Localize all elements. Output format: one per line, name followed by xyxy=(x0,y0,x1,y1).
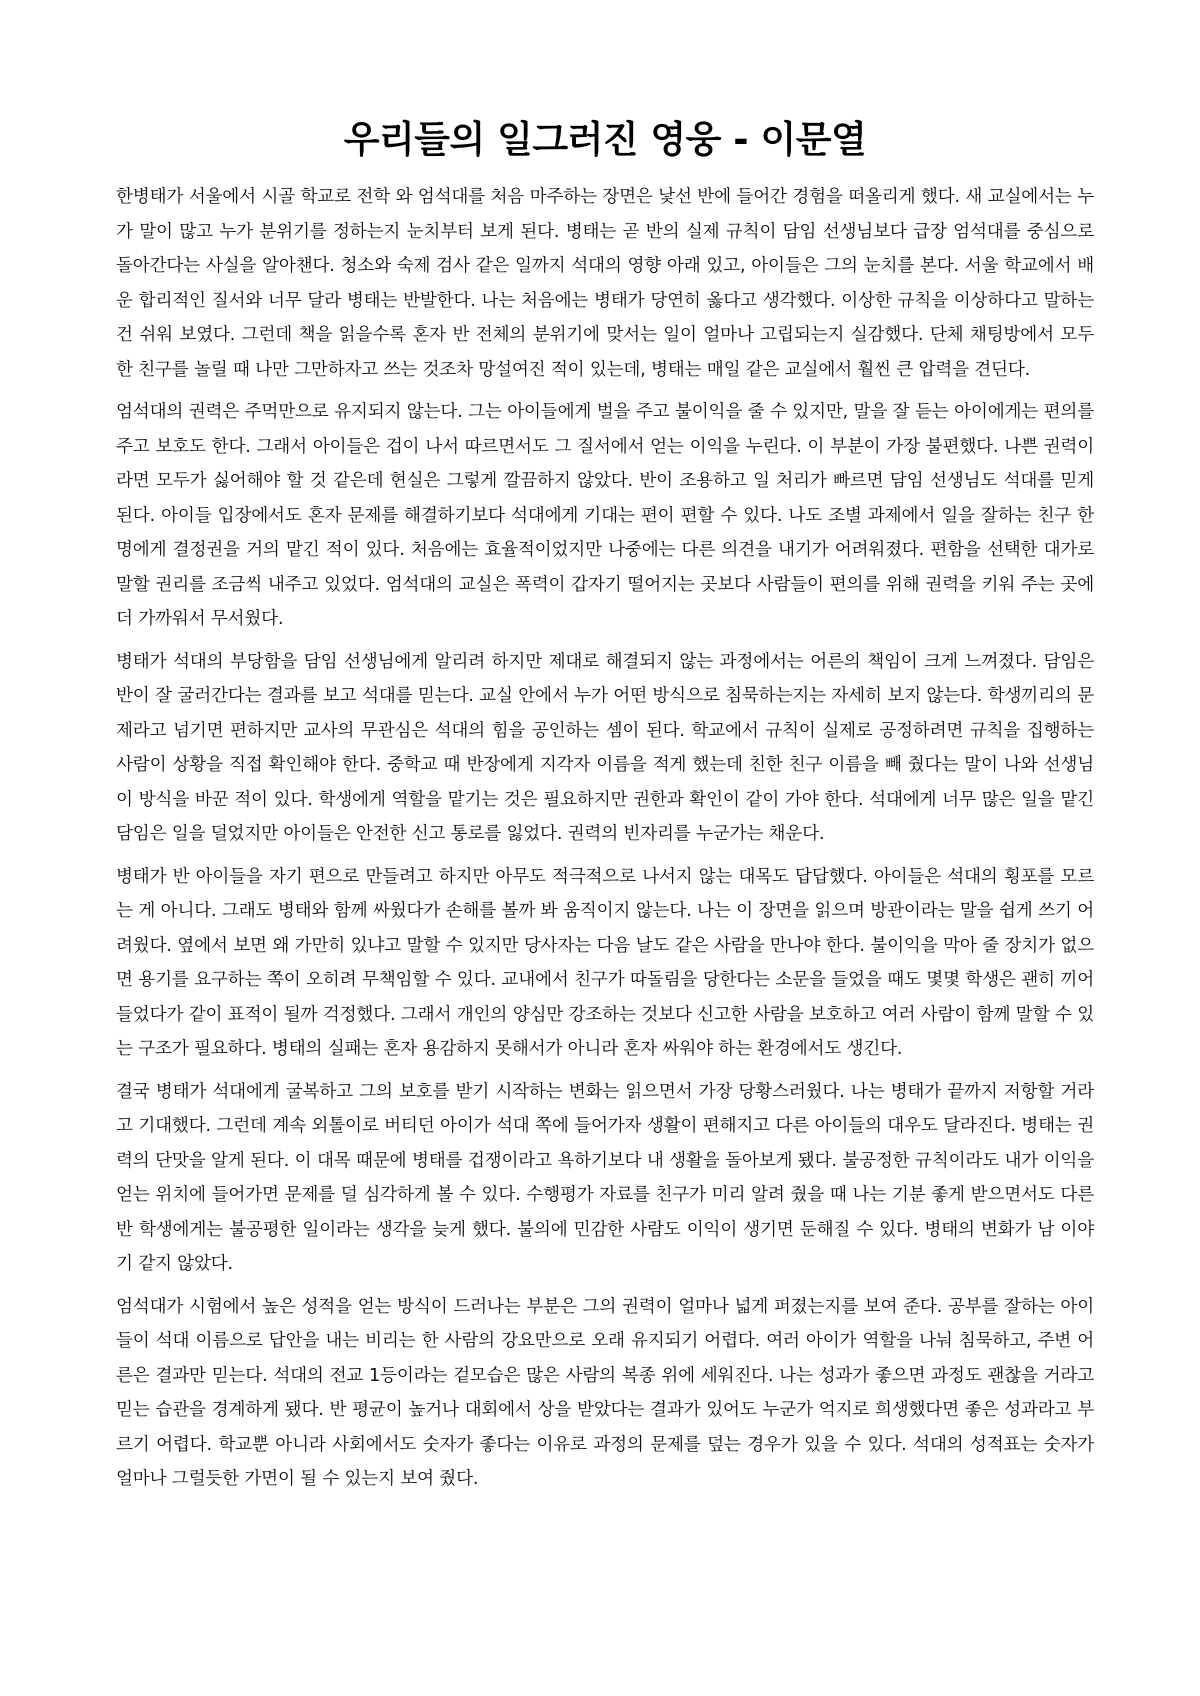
paragraph-2: 엄석대의 권력은 주먹만으로 유지되지 않는다. 그는 아이들에게 벌을 주고 불이익을 줄 수 있지만, 말을 잘 듣는 아이에게는 편의를 주고 보호도 한다. 그래서 아이들은 겁이 나서 따르면서도 그 질서에서 얻는 이익을 누린다. 이 부분이 가장 불편했다. 나쁜 권력이라면 모두가 싫어해야 할 것 같은데 현실은 그렇게 깔끔하지 않았다. 반이 조용하고 일 처리가 빠르면 담임 선생님도 석대를 믿게 된다. 아이들 입장에서도 혼자 문제를 해결하기보다 석대에게 기대는 편이 편할 수 있다. 나도 조별 과제에서 일을 잘하는 친구 한 명에게 결정권을 거의 맡긴 적이 있다. 처음에는 효율적이었지만 나중에는 다른 의견을 내기가 어려워졌다. 편함을 선택한 대가로 말할 권리를 조금씩 내주고 있었다. 엄석대의 교실은 폭력이 갑자기 떨어지는 곳보다 사람들이 편의를 위해 권력을 키워 주는 곳에 더 가까워서 무서웠다. xyxy=(116,402,1094,629)
document-title: 우리들의 일그러진 영웅 - 이문열 xyxy=(343,118,867,161)
paragraph-6: 엄석대가 시험에서 높은 성적을 얻는 방식이 드러나는 부분은 그의 권력이 얼마나 넓게 퍼졌는지를 보여 준다. 공부를 잘하는 아이들이 석대 이름으로 답안을 내는 비리는 한 사람의 강요만으로 오래 유지되기 어렵다. 여러 아이가 역할을 나눠 침묵하고, 주변 어른은 결과만 믿는다. 석대의 전교 1등이라는 겉모습은 많은 사람의 복종 위에 세워진다. 나는 성과가 좋으면 과정도 괜찮을 거라고 믿는 습관을 경계하게 됐다. 반 평균이 높거나 대회에서 상을 받았다는 결과가 있어도 누군가 억지로 희생했다면 좋은 성과라고 부르기 어렵다. 학교뿐 아니라 사회에서도 숫자가 좋다는 이유로 과정의 문제를 덮는 경우가 있을 수 있다. 석대의 성적표는 숫자가 얼마나 그럴듯한 가면이 될 수 있는지 보여 줬다. xyxy=(116,1296,1094,1489)
paragraph-3: 병태가 석대의 부당함을 담임 선생님에게 알리려 하지만 제대로 해결되지 않는 과정에서는 어른의 책임이 크게 느껴졌다. 담임은 반이 잘 굴러간다는 결과를 보고 석대를 믿는다. 교실 안에서 누가 어떤 방식으로 침묵하는지는 자세히 보지 않는다. 학생끼리의 문제라고 넘기면 편하지만 교사의 무관심은 석대의 힘을 공인하는 셈이 된다. 학교에서 규칙이 실제로 공정하려면 규칙을 집행하는 사람이 상황을 직접 확인해야 한다. 중학교 때 반장에게 지각자 이름을 적게 했는데 친한 친구 이름을 빼 줬다는 말이 나와 선생님이 방식을 바꾼 적이 있다. 학생에게 역할을 맡기는 것은 필요하지만 권한과 확인이 같이 가야 한다. 석대에게 너무 많은 일을 맡긴 담임은 일을 덜었지만 아이들은 안전한 신고 통로를 잃었다. 권력의 빈자리를 누군가는 채운다. xyxy=(116,651,1094,844)
paragraph-4: 병태가 반 아이들을 자기 편으로 만들려고 하지만 아무도 적극적으로 나서지 않는 대목도 답답했다. 아이들은 석대의 횡포를 모르는 게 아니다. 그래도 병태와 함께 싸웠다가 손해를 볼까 봐 움직이지 않는다. 나는 이 장면을 읽으며 방관이라는 말을 쉽게 쓰기 어려웠다. 옆에서 보면 왜 가만히 있냐고 말할 수 있지만 당사자는 다음 날도 같은 사람을 만나야 한다. 불이익을 막아 줄 장치가 없으면 용기를 요구하는 쪽이 오히려 무책임할 수 있다. 교내에서 친구가 따돌림을 당한다는 소문을 들었을 때도 몇몇 학생은 괜히 끼어들었다가 같이 표적이 될까 걱정했다. 그래서 개인의 양심만 강조하는 것보다 신고한 사람을 보호하고 여러 사람이 함께 말할 수 있는 구조가 필요하다. 병태의 실패는 혼자 용감하지 못해서가 아니라 혼자 싸워야 하는 환경에서도 생긴다. xyxy=(116,866,1094,1059)
paragraph-1: 한병태가 서울에서 시골 학교로 전학 와 엄석대를 처음 마주하는 장면은 낯선 반에 들어간 경험을 떠올리게 했다. 새 교실에서는 누가 말이 많고 누가 분위기를 정하는지 눈치부터 보게 된다. 병태는 곧 반의 실제 규칙이 담임 선생님보다 급장 엄석대를 중심으로 돌아간다는 사실을 알아챈다. 청소와 숙제 검사 같은 일까지 석대의 영향 아래 있고, 아이들은 그의 눈치를 본다. 서울 학교에서 배운 합리적인 질서와 너무 달라 병태는 반발한다. 나는 처음에는 병태가 당연히 옳다고 생각했다. 이상한 규칙을 이상하다고 말하는 건 쉬워 보였다. 그런데 책을 읽을수록 혼자 반 전체의 분위기에 맞서는 일이 얼마나 고립되는지 실감했다. 단체 채팅방에서 모두 한 친구를 놀릴 때 나만 그만하자고 쓰는 것조차 망설여진 적이 있는데, 병태는 매일 같은 교실에서 훨씬 큰 압력을 견딘다. xyxy=(116,187,1094,380)
paragraph-5: 결국 병태가 석대에게 굴복하고 그의 보호를 받기 시작하는 변화는 읽으면서 가장 당황스러웠다. 나는 병태가 끝까지 저항할 거라고 기대했다. 그런데 계속 외톨이로 버티던 아이가 석대 쪽에 들어가자 생활이 편해지고 다른 아이들의 대우도 달라진다. 병태는 권력의 단맛을 알게 된다. 이 대목 때문에 병태를 겁쟁이라고 욕하기보다 내 생활을 돌아보게 됐다. 불공정한 규칙이라도 내가 이익을 얻는 위치에 들어가면 문제를 덜 심각하게 볼 수 있다. 수행평가 자료를 친구가 미리 알려 줬을 때 나는 기분 좋게 받으면서도 다른 반 학생에게는 불공평한 일이라는 생각을 늦게 했다. 불의에 민감한 사람도 이익이 생기면 둔해질 수 있다. 병태의 변화가 남 이야기 같지 않았다. xyxy=(116,1081,1094,1274)
